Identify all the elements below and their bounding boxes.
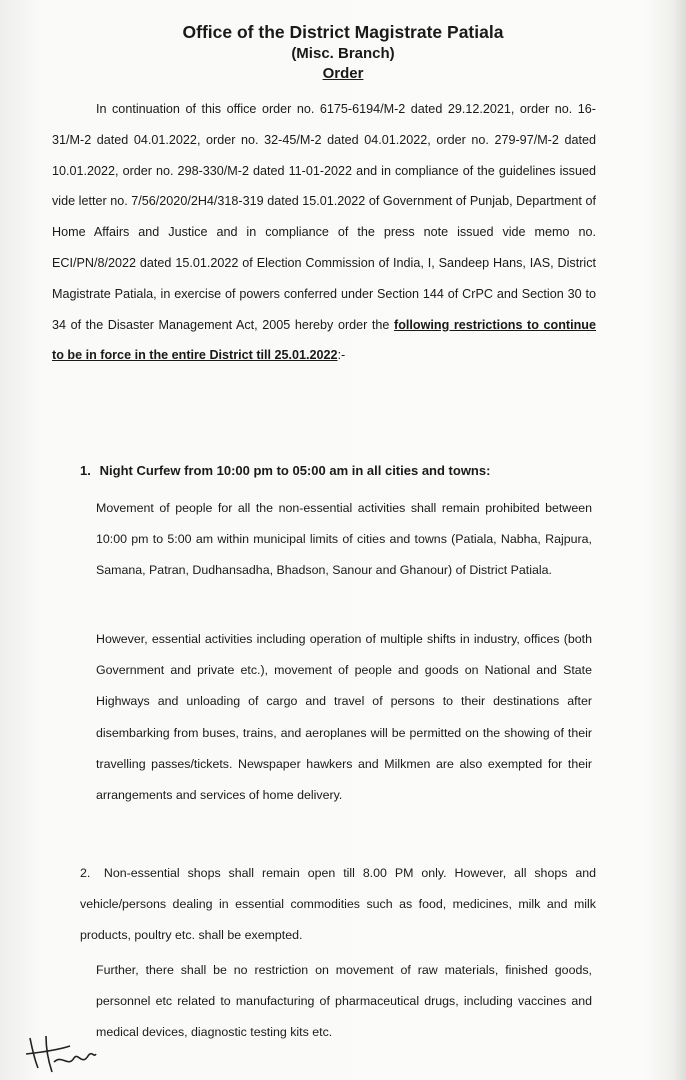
item-1-paragraph-1: Movement of people for all the non-essential activities shall remain prohibited between 10:00 pm to 5:00 am within municipal limits of cities and towns (Patiala, Nabha, Rajpura, Samana, Patran, Dudhansadha, Bhadson, Sanour and Ghanour) of District Patiala. <box>96 501 592 578</box>
office-title: Office of the District Magistrate Patiala <box>182 22 504 42</box>
item-2-number: 2. <box>80 866 91 880</box>
branch-subtitle: (Misc. Branch) <box>291 45 395 62</box>
item-1-heading-text: Night Curfew from 10:00 pm to 05:00 am in all cities and towns: <box>99 463 491 478</box>
page-edge-shadow <box>672 0 686 1080</box>
item-1-number: 1. <box>80 463 91 478</box>
intro-end: :- <box>337 348 346 363</box>
item-2 <box>80 858 596 952</box>
intro-text: In continuation of this office order no. 6175-6194/M-2 dated 29.12.2021, order no. 16-31/M-2 dated 04.01.2022, order no. 32-45/M-2 dated 04.01.2022, order no. 279-97/M-2 dated 10.01.2022, order no. 298-330/M-2 dated 11-01-2022 and in compliance of the guidelines issued vide letter no. 7/56/2020/2H4/318-319 dated 15.01.2022 of Government of Punjab, Department of Home Affairs and Justice and in compliance of the press note issued vide memo no. ECI/PN/8/2022 dated 15.01.2022 of Election Commission of India, I, Sandeep Hans, IAS, District Magistrate Patiala, in exercise of powers conferred under Section 144 of CrPC and Section 30 to 34 of the Disaster Management Act, 2005 hereby order the <box>52 102 596 332</box>
order-heading: Order <box>322 65 364 82</box>
item-2-paragraph-2: Further, there shall be no restriction on movement of raw materials, finished goods, personnel etc related to manufacturing of pharmaceutical drugs, including vaccines and medical devices, diagnostic testing kits etc. <box>96 963 592 1040</box>
item-1-heading <box>80 463 600 478</box>
intro-paragraph <box>52 94 596 371</box>
item-2-paragraph-1: Non-essential shops shall remain open till 8.00 PM only. However, all shops and vehicle/persons dealing in essential commodities such as food, medicines, milk and milk products, poultry etc. shall be exempted. <box>80 866 596 943</box>
handwritten-signature <box>24 1028 104 1078</box>
item-1-paragraph-2: However, essential activities including operation of multiple shifts in industry, offices (both Government and private etc.), movement of people and goods on National and State Highways and unloading of cargo and travel of persons to their destinations after disembarking from buses, trains, and aeroplanes will be permitted on the showing of their travelling passes/tickets. Newspaper hawkers and Milkmen are also exempted for their arrangements and services of home delivery. <box>96 632 592 803</box>
intro-emphasis: following restrictions to continue to be in force in the entire District till 25.01.2022 <box>52 317 597 363</box>
